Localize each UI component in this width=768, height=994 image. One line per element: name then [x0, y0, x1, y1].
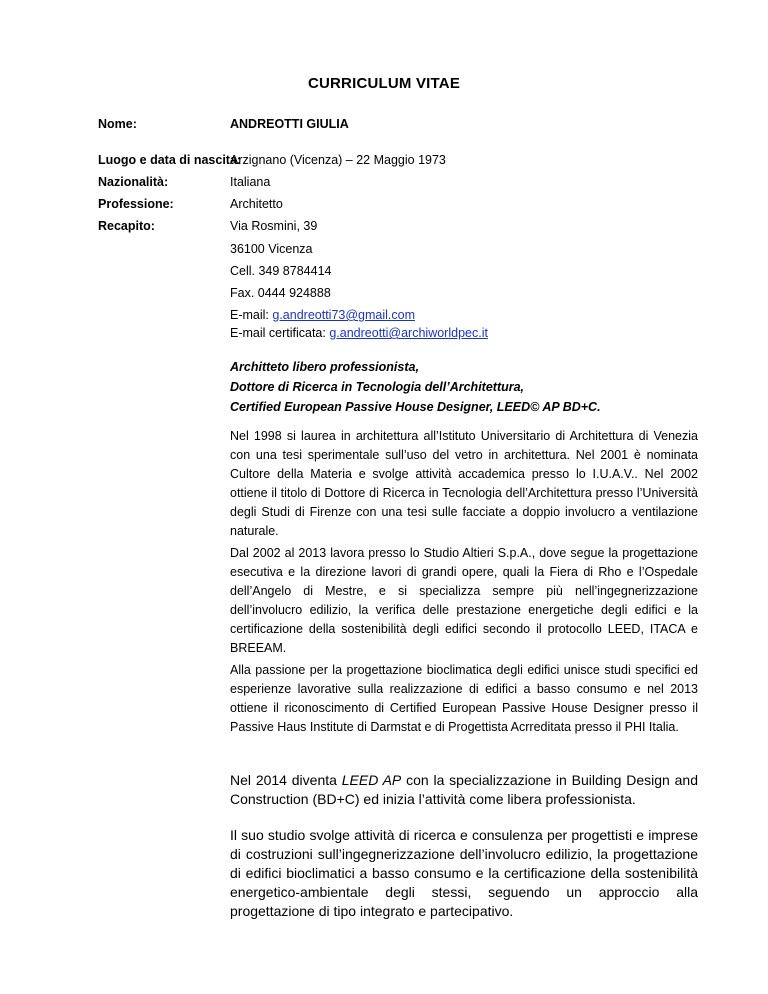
headline-line: Architteto libero professionista,: [230, 360, 419, 374]
pec-link[interactable]: g.andreotti@archiworldpec.it: [329, 326, 488, 340]
headline-line: Dottore di Ricerca in Tecnologia dell’Architettura,: [230, 380, 525, 394]
label-professione: Professione:: [98, 197, 174, 211]
paragraph-passive-house: Alla passione per la progettazione bioclimatica degli edifici unisce studi specifici ed esperienze lavorative sulla realizzazione di edifici a basso consumo e nel 2013 ottiene il riconoscimento di Certified European Passive House Designer presso il Passive Haus Institute di Darmstat e di Progettista Acrreditata presso il PHI Italia.: [230, 663, 698, 734]
leed-ap-italic: LEED AP: [341, 772, 402, 788]
value-professione: Architetto: [230, 197, 283, 211]
headline: [230, 357, 698, 417]
email-line: [230, 308, 415, 322]
value-address: Via Rosmini, 39: [230, 219, 318, 233]
email-link[interactable]: g.andreotti73@gmail.com: [272, 308, 415, 322]
email-label: E-mail:: [230, 308, 273, 322]
value-nome: ANDREOTTI GIULIA: [230, 117, 349, 131]
value-cell: Cell. 349 8784414: [230, 264, 332, 278]
value-luogo-data-nascita: Arzignano (Vicenza) – 22 Maggio 1973: [230, 153, 446, 167]
value-fax: Fax. 0444 924888: [230, 286, 331, 300]
headline-line: Certified European Passive House Designer, LEED© AP BD+C.: [230, 400, 601, 414]
label-nome: Nome:: [98, 117, 137, 131]
value-city: 36100 Vicenza: [230, 242, 313, 256]
document-title: CURRICULUM VITAE: [307, 75, 461, 92]
paragraph-studio-activity: Il suo studio svolge attività di ricerca e consulenza per progettisti e imprese di costruzioni sull’ingegnerizzazione dell’involucro edilizio, la progettazione di edifici bioclimatici a basso consumo e la certificazione della sostenibilità energetico-ambientale degli stessi, seguendo un approccio alla progettazione di tipo integrato e partecipativo.: [230, 827, 698, 919]
label-recapito: Recapito:: [98, 219, 155, 233]
label-luogo-data-nascita: Luogo e data di nascita:: [98, 153, 242, 167]
value-nazionalita: Italiana: [230, 175, 271, 189]
label-nazionalita: Nazionalità:: [98, 175, 169, 189]
pec-line: [230, 326, 488, 340]
paragraph-studio-altieri: Dal 2002 al 2013 lavora presso lo Studio Altieri S.p.A., dove segue la progettazione esecutiva e la direzione lavori di grandi opere, quali la Fiera di Rho e l’Ospedale dell’Angelo di Mestre, e si specializza sempre più nell’ingegnerizzazione dell’involucro edilizio, la verifica delle prestazione energetiche degli edifici e la certificazione della sostenibilità degli edifici secondo il protocollo LEED, ITACA e BREEAM.: [230, 546, 698, 655]
paragraph-education: Nel 1998 si laurea in architettura all’Istituto Universitario di Architettura di Venezia con una tesi sperimentale sull’uso del vetro in architettura. Nel 2001 è nominata Cultore della Materia e svolge attività accademica presso lo I.U.A.V.. Nel 2002 ottiene il titolo di Dottore di Ricerca in Tecnologia dell’Architettura presso l’Università degli Studi di Firenze con una tesi sulle facciate a doppio involucro a ventilazione naturale.: [230, 429, 698, 538]
paragraph-leed: Nel 2014 diventa LEED AP con la specializzazione in Building Design and Construction (BD+C) ed inizia l’attività come libera professionista.: [230, 772, 699, 807]
pec-label: E-mail certificata:: [230, 326, 330, 340]
